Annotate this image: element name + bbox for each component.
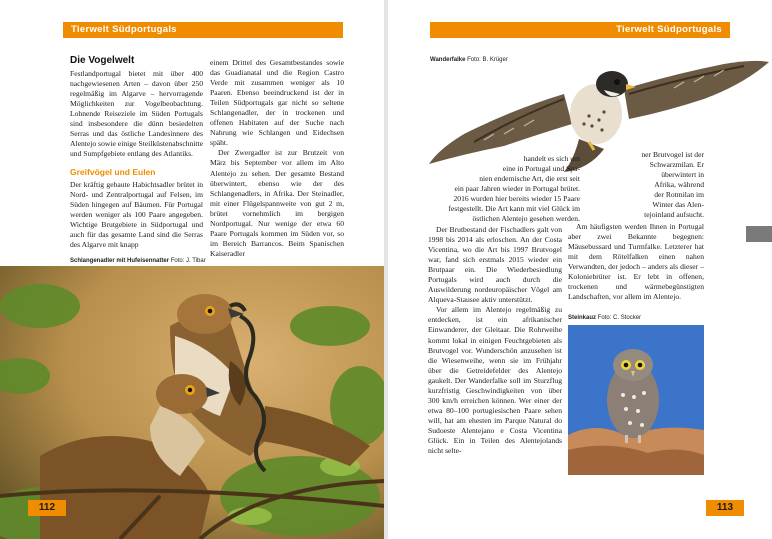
- little-owl-photo: [568, 325, 704, 475]
- text-column-2: [568, 222, 704, 302]
- text-column-2: [210, 58, 344, 259]
- text-line: festgestellt. Die Art kann mit viel Glück im: [448, 204, 580, 214]
- caption-title: Wanderfalke: [430, 57, 466, 63]
- paragraph: Vor allem im Alentejo regelmäßig zu entdecken, ist ein afrikanischer Einwanderer, der Gleitaar. Die Rohrweihe kommt lokal in einigen Feuchtgebieten als Brutvogel vor. Wunderschön anzusehen ist die Wiesenweihe, wenn sie im Frühjahr über die Getreidefelder des Alentejo gaukelt. Der Wanderfalke soll im Sturzflug kurzfristig Geschwindigkeiten von über 300 km/h erreichen können. Wer einer der etwa 80–100 portugiesischen Paare sehen will, hat am ehesten im Parque Natural do Sudoeste Alentejano e Costa Vicentina Glück. Ein in Teilen des Alentejolands nicht selte-: [428, 305, 562, 456]
- chapter-thumb-tab: [746, 226, 772, 242]
- paragraph: Am häufigsten werden Ihnen in Portugal aber zwei Bekannte begegnen: Mäusebussard und Turmfalke. Letzterer hat mit dem Rötelfalken einen nahen Verwandten, der jedoch – anders als dieser – Koloniebrüter ist. Er lebt in offenen, trockenen und wärmebegünstigten Landschaften, vor allem im Alentejo.: [568, 222, 704, 302]
- page-number: 113: [706, 500, 744, 516]
- caption-title: Steinkauz: [568, 315, 597, 321]
- text-wrap-right: [572, 150, 704, 220]
- running-header: Tierwelt Südportugals: [63, 22, 343, 38]
- paragraph: Der Brutbestand der Fischadlers galt von 1998 bis 2014 als erloschen. An der Costa Vicentina, wo die Art bis 1997 Brutvogel war, fand sich erstmals 2015 wieder ein Brutpaar ein. Die Wiederbesiedlung Portugals wird auch durch die Auswilderung nordeuropäischer Vögel am Alqueva-Stausee aktiv unterstützt.: [428, 225, 562, 305]
- caption-credit: Foto: J. Tibar: [170, 258, 206, 264]
- text-line: 2016 wurden hier bereits wieder 15 Paare: [453, 194, 580, 204]
- text-line: der Rotmilan im: [654, 190, 704, 200]
- caption-title: Schlangenadler mit Hufeisennatter: [70, 258, 170, 264]
- text-wrap-left: [430, 154, 580, 224]
- paragraph: einem Drittel des Gesamtbestandes sowie das Guadianatal und die Region Castro Verde mit zusammen weniger als 10 Paaren. Ebenso beeindruckend ist der in Teilen Südportugals gar nicht so seltene Schlangenadler, der in trockenen und offenen Habitaten auf der Suche nach Nahrung wie Schlangen und Eidechsen späht.: [210, 58, 344, 148]
- text-line: überwintert in: [661, 170, 704, 180]
- text-line: ein paar Jahren wieder in Portugal brütet.: [454, 184, 580, 194]
- text-line: ner Brutvogel ist der: [641, 150, 704, 159]
- text-line: Schwarzmilan. Er: [649, 160, 704, 170]
- paragraph: Der Zwergadler ist zur Brutzeit von März bis September vor allem im Alto Alentejo zu sehen. Der gesamte Bestand überwintert, ebenso wie der des Schlangenadlers, in Afrika. Der Steinadler, mit einer Flügelspannweite von gut 2 m, brütet vornehmlich im bergigen Nordportugal. Nur wenige der etwa 60 Paare Portugals kommen im Süden vor, so im Bereich Barrancos. Beim Spanischen Kaiseradler: [210, 148, 344, 258]
- text-line: östlichen Alentejo gesehen werden.: [472, 214, 580, 224]
- page-number: 112: [28, 500, 66, 516]
- text-line: eine in Portugal und Spa-: [502, 164, 580, 174]
- text-line: nien endemische Art, die erst seit: [479, 174, 580, 184]
- snake-eagle-photo: [0, 266, 384, 539]
- text-column-1: [70, 54, 203, 250]
- text-line: Afrika, während: [654, 180, 704, 190]
- right-page: [388, 0, 772, 539]
- text-line: Winter das Alen-: [652, 200, 704, 210]
- text-line: handelt es sich um: [523, 154, 580, 163]
- text-line: tejoinland aufsucht.: [644, 210, 704, 220]
- left-page: [0, 0, 384, 539]
- running-header: Tierwelt Südportugals: [430, 22, 730, 38]
- paragraph: Der kräftig gebaute Habichtsadler brütet in Nord- und Zentralportugal auf Felsen, im Süden hingegen auf Bäumen. Für Portugal werden weniger als 100 Paare angegeben. Wichtige Brutgebiete in Südportugal und auch für das gesamte Land sind die Serras des Algarve mit knapp: [70, 179, 203, 249]
- photo-caption: [70, 258, 206, 264]
- subsection-heading: Greifvögel und Eulen: [70, 167, 156, 178]
- section-heading: Die Vogelwelt: [70, 55, 135, 66]
- owl-photo-caption: [568, 315, 641, 321]
- intro-paragraph: Festlandportugal bietet mit über 400 nachgewiesenen Arten – davon über 250 regelmäßig im Algarve – hervorragende Möglichkeiten zur Vogelbeobachtung. Lohnende Reiseziele im Süden Portugals sind insbesondere die dünn besiedelten Serras und das östliche Landesinnere des Alentejo sowie einige Steilküstenabschnitte und Sumpfgebiete entlang des Atlantiks.: [70, 69, 203, 159]
- caption-credit: Foto: C. Stocker: [597, 315, 642, 321]
- text-column-1: [428, 225, 562, 456]
- caption-credit: Foto: B. Krüger: [467, 57, 508, 63]
